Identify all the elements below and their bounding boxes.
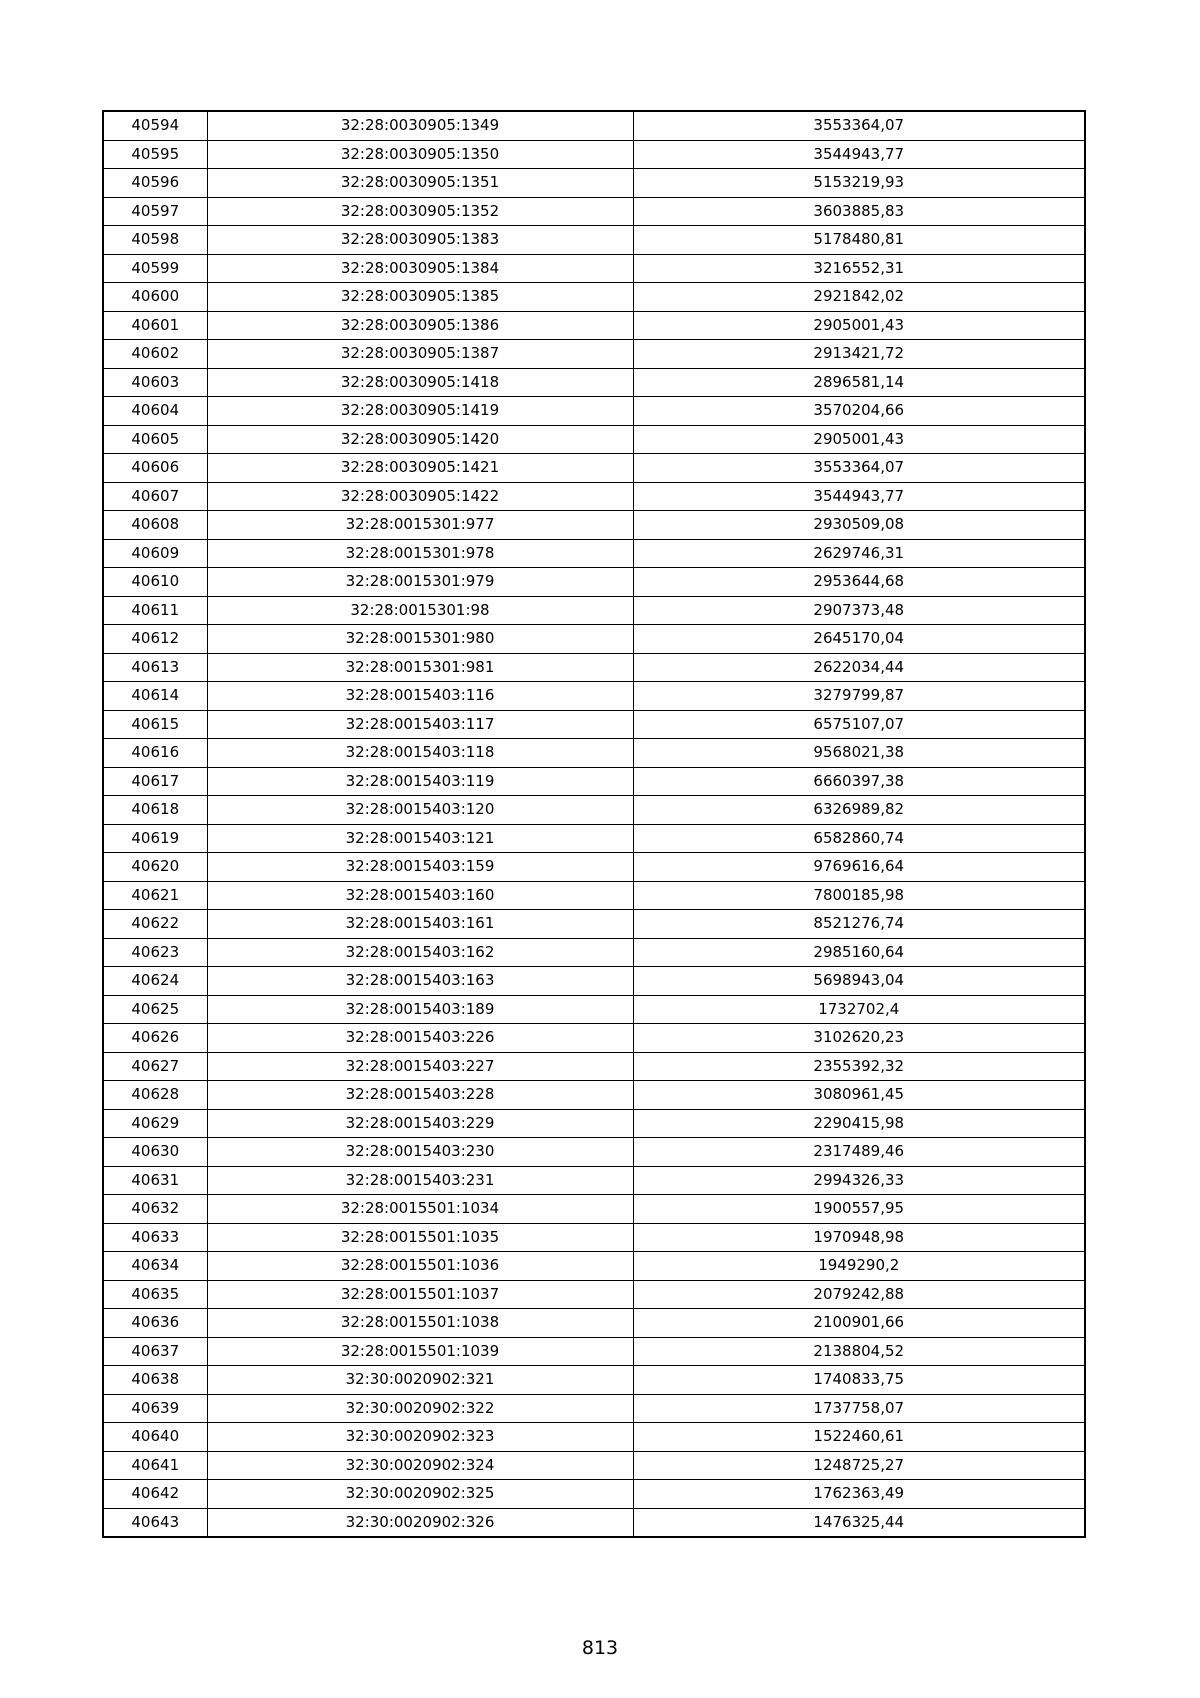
cadastral-value-cell: 1900557,95 bbox=[633, 1195, 1085, 1224]
cadastral-value-cell: 6660397,38 bbox=[633, 767, 1085, 796]
row-number-cell: 40634 bbox=[103, 1252, 207, 1281]
cadastral-value-cell: 2913421,72 bbox=[633, 340, 1085, 369]
table-row bbox=[103, 710, 1085, 739]
table-row bbox=[103, 1480, 1085, 1509]
row-number-cell: 40626 bbox=[103, 1024, 207, 1053]
table-row bbox=[103, 767, 1085, 796]
table-row bbox=[103, 824, 1085, 853]
row-number-cell: 40595 bbox=[103, 140, 207, 169]
cadastral-number-cell: 32:28:0015301:980 bbox=[207, 625, 633, 654]
cadastral-number-cell: 32:28:0030905:1351 bbox=[207, 169, 633, 198]
cadastral-value-cell: 1762363,49 bbox=[633, 1480, 1085, 1509]
cadastral-value-cell: 5153219,93 bbox=[633, 169, 1085, 198]
cadastral-number-cell: 32:28:0015403:119 bbox=[207, 767, 633, 796]
cadastral-value-cell: 2896581,14 bbox=[633, 368, 1085, 397]
row-number-cell: 40603 bbox=[103, 368, 207, 397]
row-number-cell: 40617 bbox=[103, 767, 207, 796]
cadastral-number-cell: 32:28:0030905:1422 bbox=[207, 482, 633, 511]
cadastral-number-cell: 32:30:0020902:324 bbox=[207, 1451, 633, 1480]
row-number-cell: 40620 bbox=[103, 853, 207, 882]
row-number-cell: 40637 bbox=[103, 1337, 207, 1366]
row-number-cell: 40630 bbox=[103, 1138, 207, 1167]
table-row bbox=[103, 368, 1085, 397]
table-row bbox=[103, 1052, 1085, 1081]
table-row bbox=[103, 653, 1085, 682]
row-number-cell: 40611 bbox=[103, 596, 207, 625]
cadastral-number-cell: 32:28:0030905:1419 bbox=[207, 397, 633, 426]
row-number-cell: 40616 bbox=[103, 739, 207, 768]
cadastral-value-cell: 2079242,88 bbox=[633, 1280, 1085, 1309]
row-number-cell: 40619 bbox=[103, 824, 207, 853]
cadastral-number-cell: 32:30:0020902:323 bbox=[207, 1423, 633, 1452]
cadastral-number-cell: 32:30:0020902:325 bbox=[207, 1480, 633, 1509]
table-row bbox=[103, 454, 1085, 483]
table-row bbox=[103, 568, 1085, 597]
row-number-cell: 40615 bbox=[103, 710, 207, 739]
table-row bbox=[103, 938, 1085, 967]
row-number-cell: 40631 bbox=[103, 1166, 207, 1195]
cadastral-value-cell: 2953644,68 bbox=[633, 568, 1085, 597]
cadastral-value-cell: 1740833,75 bbox=[633, 1366, 1085, 1395]
cadastral-value-cell: 8521276,74 bbox=[633, 910, 1085, 939]
cadastral-number-cell: 32:28:0030905:1384 bbox=[207, 254, 633, 283]
table-row bbox=[103, 1508, 1085, 1537]
cadastral-number-cell: 32:30:0020902:326 bbox=[207, 1508, 633, 1537]
cadastral-value-cell: 2905001,43 bbox=[633, 311, 1085, 340]
cadastral-number-cell: 32:28:0015301:981 bbox=[207, 653, 633, 682]
cadastral-value-cell: 1737758,07 bbox=[633, 1394, 1085, 1423]
row-number-cell: 40632 bbox=[103, 1195, 207, 1224]
cadastral-number-cell: 32:28:0015301:977 bbox=[207, 511, 633, 540]
row-number-cell: 40609 bbox=[103, 539, 207, 568]
cadastral-value-cell: 2985160,64 bbox=[633, 938, 1085, 967]
cadastral-number-cell: 32:30:0020902:321 bbox=[207, 1366, 633, 1395]
cadastral-number-cell: 32:28:0015403:160 bbox=[207, 881, 633, 910]
cadastral-number-cell: 32:28:0015501:1037 bbox=[207, 1280, 633, 1309]
table-row bbox=[103, 1451, 1085, 1480]
cadastral-value-cell: 2138804,52 bbox=[633, 1337, 1085, 1366]
cadastral-value-cell: 1732702,4 bbox=[633, 995, 1085, 1024]
cadastral-number-cell: 32:28:0015403:231 bbox=[207, 1166, 633, 1195]
cadastral-value-cell: 2355392,32 bbox=[633, 1052, 1085, 1081]
table-row bbox=[103, 625, 1085, 654]
table-row bbox=[103, 1252, 1085, 1281]
cadastral-value-cell: 6575107,07 bbox=[633, 710, 1085, 739]
row-number-cell: 40618 bbox=[103, 796, 207, 825]
table-row bbox=[103, 1166, 1085, 1195]
table-row bbox=[103, 1109, 1085, 1138]
cadastral-value-cell: 2921842,02 bbox=[633, 283, 1085, 312]
table-row bbox=[103, 311, 1085, 340]
row-number-cell: 40628 bbox=[103, 1081, 207, 1110]
cadastral-value-cell: 2905001,43 bbox=[633, 425, 1085, 454]
row-number-cell: 40601 bbox=[103, 311, 207, 340]
table-row bbox=[103, 197, 1085, 226]
cadastral-value-cell: 2622034,44 bbox=[633, 653, 1085, 682]
table-row bbox=[103, 1081, 1085, 1110]
page-number: 813 bbox=[581, 1637, 619, 1659]
row-number-cell: 40599 bbox=[103, 254, 207, 283]
table-row bbox=[103, 539, 1085, 568]
cadastral-number-cell: 32:28:0015301:978 bbox=[207, 539, 633, 568]
cadastral-number-cell: 32:28:0015403:229 bbox=[207, 1109, 633, 1138]
row-number-cell: 40597 bbox=[103, 197, 207, 226]
cadastral-number-cell: 32:28:0030905:1420 bbox=[207, 425, 633, 454]
row-number-cell: 40600 bbox=[103, 283, 207, 312]
row-number-cell: 40640 bbox=[103, 1423, 207, 1452]
cadastral-value-cell: 5178480,81 bbox=[633, 226, 1085, 255]
cadastral-number-cell: 32:28:0015403:226 bbox=[207, 1024, 633, 1053]
cadastral-value-cell: 1949290,2 bbox=[633, 1252, 1085, 1281]
cadastral-number-cell: 32:28:0015501:1039 bbox=[207, 1337, 633, 1366]
cadastral-value-table bbox=[102, 110, 1086, 1538]
row-number-cell: 40641 bbox=[103, 1451, 207, 1480]
cadastral-value-cell: 2290415,98 bbox=[633, 1109, 1085, 1138]
cadastral-number-cell: 32:28:0015403:161 bbox=[207, 910, 633, 939]
row-number-cell: 40625 bbox=[103, 995, 207, 1024]
cadastral-value-cell: 2629746,31 bbox=[633, 539, 1085, 568]
cadastral-value-cell: 3553364,07 bbox=[633, 111, 1085, 140]
table-row bbox=[103, 967, 1085, 996]
cadastral-value-cell: 1248725,27 bbox=[633, 1451, 1085, 1480]
cadastral-number-cell: 32:28:0015403:189 bbox=[207, 995, 633, 1024]
cadastral-value-cell: 3570204,66 bbox=[633, 397, 1085, 426]
cadastral-value-cell: 3544943,77 bbox=[633, 140, 1085, 169]
row-number-cell: 40635 bbox=[103, 1280, 207, 1309]
cadastral-number-cell: 32:28:0030905:1385 bbox=[207, 283, 633, 312]
table-row bbox=[103, 1024, 1085, 1053]
cadastral-value-cell: 2994326,33 bbox=[633, 1166, 1085, 1195]
row-number-cell: 40606 bbox=[103, 454, 207, 483]
cadastral-value-cell: 2317489,46 bbox=[633, 1138, 1085, 1167]
row-number-cell: 40614 bbox=[103, 682, 207, 711]
table-row bbox=[103, 796, 1085, 825]
cadastral-value-cell: 2645170,04 bbox=[633, 625, 1085, 654]
cadastral-number-cell: 32:28:0030905:1421 bbox=[207, 454, 633, 483]
table-row bbox=[103, 425, 1085, 454]
row-number-cell: 40643 bbox=[103, 1508, 207, 1537]
cadastral-number-cell: 32:28:0030905:1418 bbox=[207, 368, 633, 397]
cadastral-number-cell: 32:28:0030905:1383 bbox=[207, 226, 633, 255]
cadastral-value-cell: 9568021,38 bbox=[633, 739, 1085, 768]
row-number-cell: 40594 bbox=[103, 111, 207, 140]
cadastral-value-cell: 7800185,98 bbox=[633, 881, 1085, 910]
cadastral-value-cell: 3216552,31 bbox=[633, 254, 1085, 283]
row-number-cell: 40596 bbox=[103, 169, 207, 198]
cadastral-number-cell: 32:28:0015403:159 bbox=[207, 853, 633, 882]
row-number-cell: 40605 bbox=[103, 425, 207, 454]
table-row bbox=[103, 853, 1085, 882]
row-number-cell: 40621 bbox=[103, 881, 207, 910]
row-number-cell: 40638 bbox=[103, 1366, 207, 1395]
table-row bbox=[103, 482, 1085, 511]
cadastral-value-cell: 3279799,87 bbox=[633, 682, 1085, 711]
cadastral-number-cell: 32:28:0015403:117 bbox=[207, 710, 633, 739]
row-number-cell: 40629 bbox=[103, 1109, 207, 1138]
table-row bbox=[103, 1309, 1085, 1338]
row-number-cell: 40622 bbox=[103, 910, 207, 939]
table-row bbox=[103, 1280, 1085, 1309]
row-number-cell: 40639 bbox=[103, 1394, 207, 1423]
row-number-cell: 40623 bbox=[103, 938, 207, 967]
cadastral-value-cell: 2907373,48 bbox=[633, 596, 1085, 625]
cadastral-number-cell: 32:28:0015501:1034 bbox=[207, 1195, 633, 1224]
cadastral-number-cell: 32:28:0015403:120 bbox=[207, 796, 633, 825]
row-number-cell: 40604 bbox=[103, 397, 207, 426]
cadastral-value-cell: 6582860,74 bbox=[633, 824, 1085, 853]
table-body bbox=[103, 111, 1085, 1537]
table-row bbox=[103, 881, 1085, 910]
cadastral-number-cell: 32:28:0015403:227 bbox=[207, 1052, 633, 1081]
row-number-cell: 40613 bbox=[103, 653, 207, 682]
table-row bbox=[103, 1366, 1085, 1395]
cadastral-number-cell: 32:28:0015403:118 bbox=[207, 739, 633, 768]
cadastral-value-cell: 3603885,83 bbox=[633, 197, 1085, 226]
cadastral-value-cell: 6326989,82 bbox=[633, 796, 1085, 825]
table-row bbox=[103, 397, 1085, 426]
row-number-cell: 40610 bbox=[103, 568, 207, 597]
cadastral-number-cell: 32:28:0015403:116 bbox=[207, 682, 633, 711]
row-number-cell: 40602 bbox=[103, 340, 207, 369]
table-row bbox=[103, 140, 1085, 169]
table-row bbox=[103, 111, 1085, 140]
cadastral-number-cell: 32:28:0030905:1350 bbox=[207, 140, 633, 169]
table-row bbox=[103, 1423, 1085, 1452]
cadastral-number-cell: 32:28:0015501:1036 bbox=[207, 1252, 633, 1281]
cadastral-value-cell: 9769616,64 bbox=[633, 853, 1085, 882]
row-number-cell: 40612 bbox=[103, 625, 207, 654]
table-row bbox=[103, 1223, 1085, 1252]
table-row bbox=[103, 283, 1085, 312]
cadastral-number-cell: 32:30:0020902:322 bbox=[207, 1394, 633, 1423]
cadastral-number-cell: 32:28:0015501:1038 bbox=[207, 1309, 633, 1338]
row-number-cell: 40624 bbox=[103, 967, 207, 996]
row-number-cell: 40633 bbox=[103, 1223, 207, 1252]
cadastral-value-cell: 1522460,61 bbox=[633, 1423, 1085, 1452]
row-number-cell: 40636 bbox=[103, 1309, 207, 1338]
cadastral-number-cell: 32:28:0030905:1387 bbox=[207, 340, 633, 369]
cadastral-value-cell: 5698943,04 bbox=[633, 967, 1085, 996]
cadastral-value-cell: 1970948,98 bbox=[633, 1223, 1085, 1252]
cadastral-value-cell: 2930509,08 bbox=[633, 511, 1085, 540]
cadastral-value-cell: 2100901,66 bbox=[633, 1309, 1085, 1338]
row-number-cell: 40607 bbox=[103, 482, 207, 511]
cadastral-number-cell: 32:28:0015501:1035 bbox=[207, 1223, 633, 1252]
table-row bbox=[103, 1195, 1085, 1224]
table-row bbox=[103, 910, 1085, 939]
cadastral-number-cell: 32:28:0015301:979 bbox=[207, 568, 633, 597]
table-row bbox=[103, 739, 1085, 768]
cadastral-number-cell: 32:28:0015403:228 bbox=[207, 1081, 633, 1110]
row-number-cell: 40598 bbox=[103, 226, 207, 255]
table-row bbox=[103, 1337, 1085, 1366]
cadastral-number-cell: 32:28:0030905:1349 bbox=[207, 111, 633, 140]
cadastral-number-cell: 32:28:0015403:162 bbox=[207, 938, 633, 967]
table-row bbox=[103, 226, 1085, 255]
cadastral-number-cell: 32:28:0015301:98 bbox=[207, 596, 633, 625]
table-row bbox=[103, 1138, 1085, 1167]
table-row bbox=[103, 682, 1085, 711]
table-row bbox=[103, 596, 1085, 625]
table-row bbox=[103, 254, 1085, 283]
cadastral-value-cell: 3553364,07 bbox=[633, 454, 1085, 483]
table-row bbox=[103, 169, 1085, 198]
cadastral-value-cell: 3080961,45 bbox=[633, 1081, 1085, 1110]
cadastral-value-cell: 3102620,23 bbox=[633, 1024, 1085, 1053]
table-row bbox=[103, 995, 1085, 1024]
cadastral-number-cell: 32:28:0015403:163 bbox=[207, 967, 633, 996]
cadastral-number-cell: 32:28:0015403:121 bbox=[207, 824, 633, 853]
table-row bbox=[103, 511, 1085, 540]
cadastral-number-cell: 32:28:0030905:1386 bbox=[207, 311, 633, 340]
cadastral-value-cell: 1476325,44 bbox=[633, 1508, 1085, 1537]
cadastral-value-cell: 3544943,77 bbox=[633, 482, 1085, 511]
row-number-cell: 40627 bbox=[103, 1052, 207, 1081]
table-row bbox=[103, 340, 1085, 369]
row-number-cell: 40642 bbox=[103, 1480, 207, 1509]
row-number-cell: 40608 bbox=[103, 511, 207, 540]
cadastral-number-cell: 32:28:0030905:1352 bbox=[207, 197, 633, 226]
cadastral-number-cell: 32:28:0015403:230 bbox=[207, 1138, 633, 1167]
table-row bbox=[103, 1394, 1085, 1423]
